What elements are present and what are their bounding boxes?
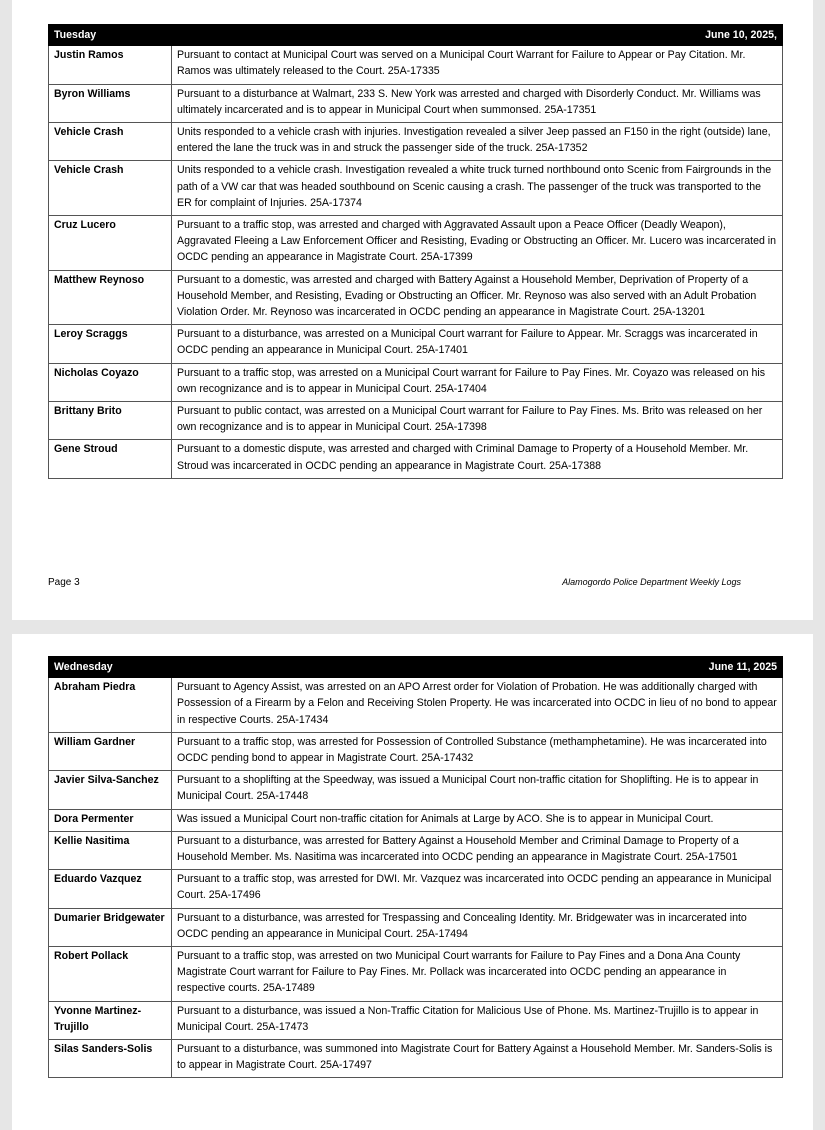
log-entry-row: [49, 771, 783, 809]
entry-description: Pursuant to a disturbance, was arrested for Battery Against a Household Member and Criminal Damage to Property of a Household Member. Ms. Nasitima was incarcerated into OCDC pending an appearance in Magistrate Court. 25A-17501: [172, 831, 783, 869]
entry-description: Pursuant to a shoplifting at the Speedway, was issued a Municipal Court non-traffic citation for Shoplifting. He is to appear in Municipal Court. 25A-17448: [172, 771, 783, 809]
entry-name: Vehicle Crash: [49, 123, 172, 161]
entry-description: Pursuant to a traffic stop, was arrested for Possession of Controlled Substance (methamphetamine). He was incarcerated into OCDC pending bond to appear in Magistrate Court. 25A-17432: [172, 732, 783, 770]
entry-name: Cruz Lucero: [49, 216, 172, 271]
log-entry-row: [49, 732, 783, 770]
entry-name: Leroy Scraggs: [49, 325, 172, 363]
entry-description: Pursuant to a traffic stop, was arrested on a Municipal Court warrant for Failure to Pay Fines. Mr. Coyazo was released on his own recognizance and is to appear in Municipal Court. 25A-17404: [172, 363, 783, 401]
entry-description: Pursuant to a disturbance, was arrested on a Municipal Court warrant for Failure to Appear. Mr. Scraggs was incarcerated in OCDC pending an appearance in Municipal Court. 25A-17401: [172, 325, 783, 363]
entry-name: Dora Permenter: [49, 809, 172, 831]
entry-name: Robert Pollack: [49, 947, 172, 1002]
log-entry-row: [49, 270, 783, 325]
log-entry-row: [49, 440, 783, 478]
entry-name: Vehicle Crash: [49, 161, 172, 216]
entry-name: Kellie Nasitima: [49, 831, 172, 869]
entry-description: Units responded to a vehicle crash. Investigation revealed a white truck turned northbound onto Scenic from Fairgrounds in the path of a VW car that was headed southbound on Scenic causing a crash. The passenger of the truck was transported to the ER for complaint of Injuries. 25A-17374: [172, 161, 783, 216]
entry-name: Dumarier Bridgewater: [49, 908, 172, 946]
log-entry-row: [49, 84, 783, 122]
entry-name: Eduardo Vazquez: [49, 870, 172, 908]
log-entry-row: [49, 363, 783, 401]
page-number: Page 3: [48, 577, 80, 588]
log-entry-row: [49, 947, 783, 1002]
log-entry-row: [49, 809, 783, 831]
log-entry-row: [49, 678, 783, 733]
date-label: June 11, 2025: [172, 657, 783, 678]
entry-description: Pursuant to a traffic stop, was arrested for DWI. Mr. Vazquez was incarcerated into OCDC pending an appearance in Municipal Court. 25A-17496: [172, 870, 783, 908]
day-label: Wednesday: [49, 657, 172, 678]
entry-name: William Gardner: [49, 732, 172, 770]
entry-description: Pursuant to a disturbance, was issued a Non-Traffic Citation for Malicious Use of Phone. Ms. Martinez-Trujillo is to appear in Municipal Court. 25A-17473: [172, 1001, 783, 1039]
entry-description: Pursuant to a domestic dispute, was arrested and charged with Criminal Damage to Property of a Household Member. Mr. Stroud was incarcerated in OCDC pending an appearance in Magistrate Court. 25A-17388: [172, 440, 783, 478]
entry-description: Pursuant to a traffic stop, was arrested on two Municipal Court warrants for Failure to Pay Fines and a Dona Ana County Magistrate Court warrant for Failure to Pay Fines. Mr. Pollack was incarcerated into OCDC pending an appearance in respective courts. 25A-17489: [172, 947, 783, 1002]
entry-description: Pursuant to a disturbance, was summoned into Magistrate Court for Battery Against a Household Member. Mr. Sanders-Solis is to appear in Magistrate Court. 25A-17497: [172, 1040, 783, 1078]
log-entry-row: [49, 908, 783, 946]
entry-name: Byron Williams: [49, 84, 172, 122]
entry-name: Silas Sanders-Solis: [49, 1040, 172, 1078]
log-entry-row: [49, 123, 783, 161]
entry-description: Pursuant to a domestic, was arrested and charged with Battery Against a Household Member, Deprivation of Property of a Household Member, and Resisting, Evading or Obstructing an Officer. Mr. Reynoso was also served with an Adult Probation Violation Order. Mr. Reynoso was incarcerated in OCDC pending an appearance in Magistrate Court. 25A-13201: [172, 270, 783, 325]
log-entry-row: [49, 1001, 783, 1039]
log-entry-row: [49, 216, 783, 271]
entry-description: Units responded to a vehicle crash with injuries. Investigation revealed a silver Jeep passed an F150 in the right (outside) lane, entered the lane the truck was in and struck the passenger side of the truck. 25A-17352: [172, 123, 783, 161]
entry-name: Abraham Piedra: [49, 678, 172, 733]
log-entry-row: [49, 325, 783, 363]
day-label: Tuesday: [49, 25, 172, 46]
log-entry-row: [49, 1040, 783, 1078]
log-entry-row: [49, 831, 783, 869]
entry-description: Pursuant to contact at Municipal Court was served on a Municipal Court Warrant for Failure to Appear or Pay Citation. Mr. Ramos was ultimately released to the Court. 25A-17335: [172, 46, 783, 84]
footer-title: Alamogordo Police Department Weekly Logs: [562, 577, 741, 587]
log-table: [48, 656, 783, 1078]
entry-name: Matthew Reynoso: [49, 270, 172, 325]
entry-name: Yvonne Martinez-Trujillo: [49, 1001, 172, 1039]
day-header-row: [49, 657, 783, 678]
entry-description: Was issued a Municipal Court non-traffic citation for Animals at Large by ACO. She is to appear in Municipal Court.: [172, 809, 783, 831]
day-header-row: [49, 25, 783, 46]
entry-name: Javier Silva-Sanchez: [49, 771, 172, 809]
log-entry-row: [49, 161, 783, 216]
log-entry-row: [49, 870, 783, 908]
date-label: June 10, 2025,: [172, 25, 783, 46]
entry-name: Justin Ramos: [49, 46, 172, 84]
log-entry-row: [49, 402, 783, 440]
log-table: [48, 24, 783, 479]
entry-description: Pursuant to public contact, was arrested on a Municipal Court warrant for Failure to Pay Fines. Ms. Brito was released on her own recognizance and is to appear in Municipal Court. 25A-17398: [172, 402, 783, 440]
entry-description: Pursuant to a disturbance, was arrested for Trespassing and Concealing Identity. Mr. Bridgewater was in incarcerated into OCDC pending an appearance in Municipal Court. 25A-17494: [172, 908, 783, 946]
log-entry-row: [49, 46, 783, 84]
entry-name: Nicholas Coyazo: [49, 363, 172, 401]
entry-name: Gene Stroud: [49, 440, 172, 478]
log-page-wednesday: [12, 634, 813, 1130]
entry-name: Brittany Brito: [49, 402, 172, 440]
entry-description: Pursuant to a disturbance at Walmart, 233 S. New York was arrested and charged with Disorderly Conduct. Mr. Williams was ultimately incarcerated and is to appear in Municipal Court when summonsed. 25A-17351: [172, 84, 783, 122]
log-page-tuesday: [12, 0, 813, 620]
entry-description: Pursuant to a traffic stop, was arrested and charged with Aggravated Assault upon a Peace Officer (Deadly Weapon), Aggravated Fleeing a Law Enforcement Officer and Resisting, Evading or Obstructing an Officer. Mr. Lucero was incarcerated in OCDC pending an appearance in Magistrate Court. 25A-17399: [172, 216, 783, 271]
entry-description: Pursuant to Agency Assist, was arrested on an APO Arrest order for Violation of Probation. He was additionally charged with Possession of a Firearm by a Felon and Receiving Stolen Property. He was incarcerated into OCDC in lieu of no bond to appear in respective Courts. 25A-17434: [172, 678, 783, 733]
